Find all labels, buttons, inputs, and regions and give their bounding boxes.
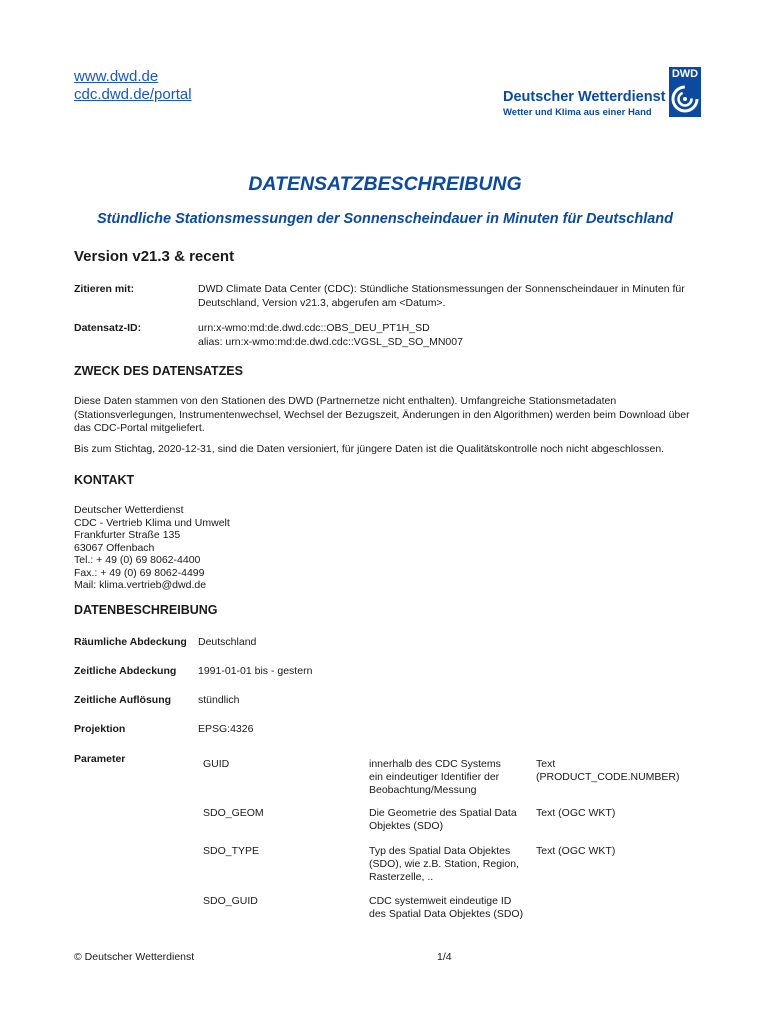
citation-line: Deutschland, Version v21.3, abgerufen am <Datum>. — [198, 296, 446, 309]
header-links — [74, 68, 192, 104]
contact-line: Deutscher Wetterdienst — [74, 504, 184, 516]
purpose-paragraph: Diese Daten stammen von den Stationen des DWD (Partnernetze nicht enthalten). Umfangreiche Stationsmetadaten (Stationsverlegungen, Instrumentenwechsel, Wechsel der Bezugszeit, Änderungen in den Algorithmen) werden beim Download über das CDC-Portal mitgeliefert. — [74, 395, 690, 434]
citation-text — [198, 283, 685, 310]
parameter-desc — [369, 758, 501, 797]
purpose-paragraph: Bis zum Stichtag, 2020-12-31, sind die Daten versioniert, für jüngere Daten ist die Qualitätskontrolle noch nicht abgeschlossen. — [74, 443, 665, 455]
dataset-id-text — [198, 322, 463, 349]
page-title: DATENSATZBESCHREIBUNG — [248, 173, 522, 195]
parameter-desc — [369, 895, 523, 921]
contact-line: Frankfurter Straße 135 — [74, 529, 181, 541]
parameter-desc-line: Objektes (SDO) — [369, 820, 444, 832]
dataset-id-line: alias: urn:x-wmo:md:de.dwd.cdc::VGSL_SD_SO_MN007 — [198, 335, 463, 348]
row-value: Deutschland — [198, 636, 257, 648]
page-subtitle: Stündliche Stationsmessungen der Sonnenscheindauer in Minuten für Deutschland — [96, 211, 674, 227]
spiral-icon — [669, 81, 701, 117]
parameter-type-line: Text — [536, 758, 556, 770]
citation-line: DWD Climate Data Center (CDC): Stündliche Stationsmessungen der Sonnenscheindauer in Minuten für — [198, 283, 685, 295]
parameter-type — [536, 845, 615, 858]
logo-badge — [669, 67, 701, 117]
citation-label: Zitieren mit: — [74, 283, 135, 295]
parameter-desc — [369, 845, 519, 884]
parameter-label: Parameter — [74, 753, 126, 765]
cdc-portal-link[interactable]: cdc.dwd.de/portal — [74, 86, 192, 103]
dataset-id-line: urn:x-wmo:md:de.dwd.cdc::OBS_DEU_PT1H_SD — [198, 322, 430, 334]
contact-block — [74, 504, 230, 592]
parameter-desc-line: ein eindeutiger Identifier der — [369, 771, 500, 783]
contact-line: 63067 Offenbach — [74, 541, 155, 554]
contact-line: Mail: klima.vertrieb@dwd.de — [74, 579, 207, 591]
row-value: 1991-01-01 bis - gestern — [198, 665, 313, 677]
row-value: stündlich — [198, 694, 240, 706]
dataset-id-label: Datensatz-ID: — [74, 322, 142, 334]
parameter-name: SDO_GEOM — [203, 807, 264, 819]
parameter-name: GUID — [203, 758, 230, 770]
footer-page-number: 1/4 — [437, 951, 452, 963]
parameter-type-line: Text (OGC WKT) — [536, 807, 616, 819]
parameter-desc — [369, 807, 517, 833]
parameter-desc-line: des Spatial Data Objektes (SDO) — [369, 908, 524, 920]
parameter-desc-line: (SDO), wie z.B. Station, Region, — [369, 858, 519, 870]
dwd-website-link[interactable]: www.dwd.de — [74, 68, 159, 85]
parameter-name: SDO_GUID — [203, 895, 258, 907]
contact-line: Fax.: + 49 (0) 69 8062-4499 — [74, 566, 205, 579]
footer-copyright: © Deutscher Wetterdienst — [74, 951, 195, 963]
parameter-desc-line: Rasterzelle, .. — [369, 871, 434, 883]
logo-subtitle: Wetter und Klima aus einer Hand — [503, 107, 652, 118]
parameter-desc-line: Beobachtung/Messung — [369, 784, 477, 796]
logo-title: Deutscher Wetterdienst — [503, 89, 666, 105]
contact-heading: KONTAKT — [74, 473, 135, 487]
version-heading: Version v21.3 & recent — [74, 248, 235, 265]
row-label: Zeitliche Auflösung — [74, 694, 172, 706]
logo-abbr: DWD — [671, 68, 699, 80]
parameter-type-line: (PRODUCT_CODE.NUMBER) — [536, 771, 680, 783]
parameter-type — [536, 758, 680, 784]
row-label: Projektion — [74, 723, 126, 735]
parameter-type — [536, 807, 615, 820]
parameter-name: SDO_TYPE — [203, 845, 260, 857]
parameter-desc-line: Typ des Spatial Data Objektes — [369, 845, 511, 857]
row-label: Räumliche Abdeckung — [74, 636, 187, 648]
row-label: Zeitliche Abdeckung — [74, 665, 177, 677]
parameter-desc-line: innerhalb des CDC Systems — [369, 758, 501, 770]
parameter-desc-line: CDC systemweit eindeutige ID — [369, 895, 512, 907]
contact-line: Tel.: + 49 (0) 69 8062-4400 — [74, 554, 201, 566]
purpose-heading: ZWECK DES DATENSATZES — [74, 364, 243, 378]
dwd-logo — [503, 67, 703, 122]
description-heading: DATENBESCHREIBUNG — [74, 603, 218, 617]
contact-line: CDC - Vertrieb Klima und Umwelt — [74, 516, 230, 529]
parameter-type-line: Text (OGC WKT) — [536, 845, 616, 857]
parameter-desc-line: Die Geometrie des Spatial Data — [369, 807, 517, 819]
row-value: EPSG:4326 — [198, 723, 254, 735]
